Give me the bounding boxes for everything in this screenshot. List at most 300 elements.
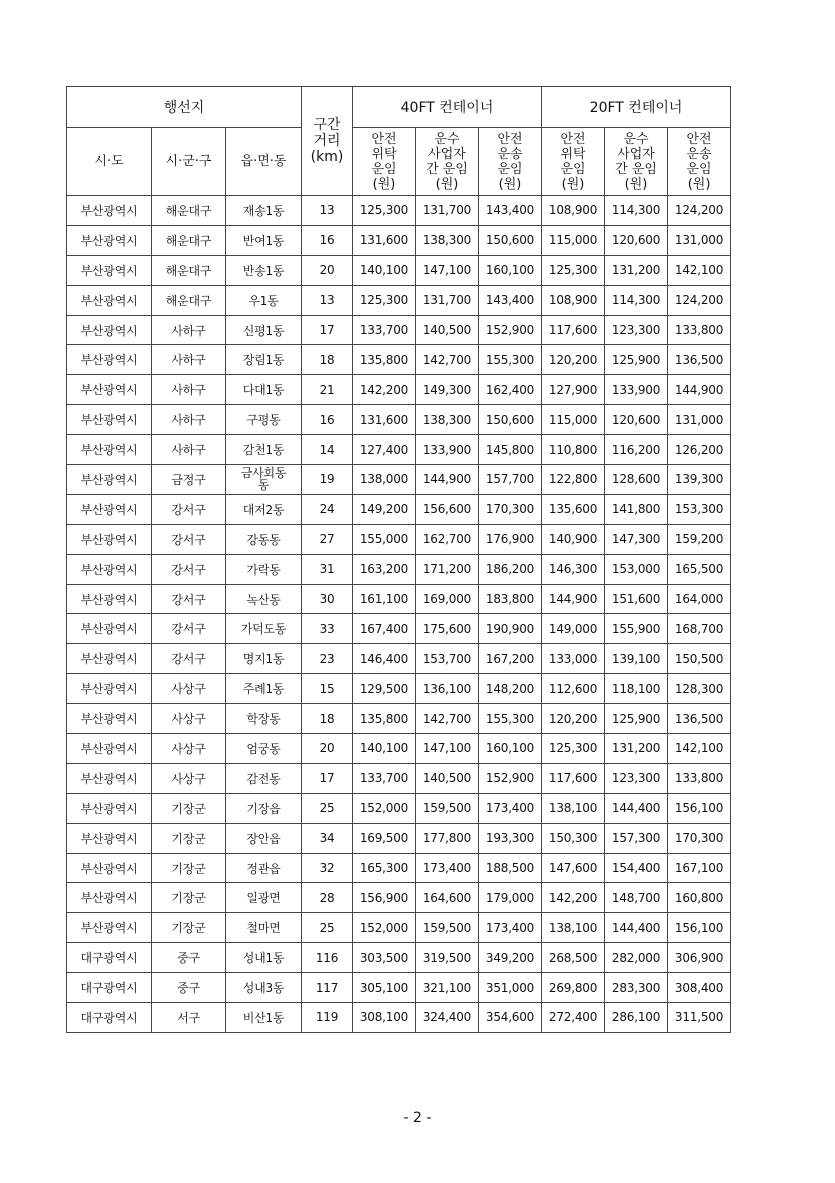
rate-40ft-transport-cell: 173,400 [479, 913, 542, 943]
dong-cell: 성내1동 [226, 943, 302, 973]
rate-40ft-transport-cell: 167,200 [479, 644, 542, 674]
rate-40ft-transport-cell: 354,600 [479, 1003, 542, 1033]
distance-cell: 17 [302, 315, 353, 345]
rate-20ft-carrier-cell: 123,300 [605, 763, 668, 793]
rate-20ft-consign-cell: 150,300 [542, 823, 605, 853]
dong-cell: 일광면 [226, 883, 302, 913]
distance-cell: 13 [302, 196, 353, 226]
header-20ft-carrier-rate: 운수 사업자 간 운임 (원) [605, 128, 668, 196]
table-row [67, 524, 731, 554]
rate-40ft-transport-cell: 183,800 [479, 584, 542, 614]
sido-cell: 부산광역시 [67, 225, 152, 255]
rate-40ft-transport-cell: 145,800 [479, 435, 542, 465]
table-row [67, 943, 731, 973]
rate-40ft-consign-cell: 131,600 [353, 225, 416, 255]
rate-40ft-consign-cell: 140,100 [353, 255, 416, 285]
rate-40ft-transport-cell: 349,200 [479, 943, 542, 973]
rate-40ft-consign-cell: 142,200 [353, 375, 416, 405]
sido-cell: 부산광역시 [67, 285, 152, 315]
table-row [67, 704, 731, 734]
sido-cell: 부산광역시 [67, 853, 152, 883]
dong-cell: 구평동 [226, 405, 302, 435]
distance-cell: 27 [302, 524, 353, 554]
rate-40ft-carrier-cell: 149,300 [416, 375, 479, 405]
dong-cell: 금사회동 동 [226, 465, 302, 495]
header-distance: 구간 거리 (km) [302, 87, 353, 196]
rate-40ft-consign-cell: 161,100 [353, 584, 416, 614]
rate-20ft-consign-cell: 144,900 [542, 584, 605, 614]
rate-20ft-carrier-cell: 114,300 [605, 285, 668, 315]
rate-40ft-transport-cell: 143,400 [479, 285, 542, 315]
rate-40ft-transport-cell: 152,900 [479, 763, 542, 793]
rate-20ft-consign-cell: 120,200 [542, 704, 605, 734]
rate-20ft-transport-cell: 308,400 [668, 973, 731, 1003]
sigungu-cell: 기장군 [152, 793, 226, 823]
rate-20ft-transport-cell: 142,100 [668, 734, 731, 764]
rate-20ft-carrier-cell: 283,300 [605, 973, 668, 1003]
dong-cell: 반송1동 [226, 255, 302, 285]
rate-20ft-carrier-cell: 144,400 [605, 913, 668, 943]
sigungu-cell: 해운대구 [152, 225, 226, 255]
rate-20ft-consign-cell: 110,800 [542, 435, 605, 465]
rate-40ft-transport-cell: 143,400 [479, 196, 542, 226]
header-40ft-transport-rate: 안전 운송 운임 (원) [479, 128, 542, 196]
rate-20ft-transport-cell: 306,900 [668, 943, 731, 973]
rate-40ft-carrier-cell: 177,800 [416, 823, 479, 853]
rate-20ft-transport-cell: 160,800 [668, 883, 731, 913]
rate-20ft-carrier-cell: 133,900 [605, 375, 668, 405]
sigungu-cell: 중구 [152, 943, 226, 973]
rate-40ft-carrier-cell: 131,700 [416, 196, 479, 226]
sido-cell: 부산광역시 [67, 524, 152, 554]
rate-20ft-transport-cell: 139,300 [668, 465, 731, 495]
rate-20ft-consign-cell: 138,100 [542, 793, 605, 823]
rate-20ft-transport-cell: 168,700 [668, 614, 731, 644]
rate-40ft-carrier-cell: 153,700 [416, 644, 479, 674]
rate-40ft-consign-cell: 169,500 [353, 823, 416, 853]
distance-cell: 25 [302, 793, 353, 823]
rate-40ft-consign-cell: 156,900 [353, 883, 416, 913]
table-row [67, 883, 731, 913]
rate-20ft-consign-cell: 149,000 [542, 614, 605, 644]
table-row [67, 196, 731, 226]
dong-cell: 성내3동 [226, 973, 302, 1003]
rate-40ft-carrier-cell: 175,600 [416, 614, 479, 644]
distance-cell: 119 [302, 1003, 353, 1033]
rate-20ft-transport-cell: 153,300 [668, 494, 731, 524]
rate-40ft-consign-cell: 133,700 [353, 315, 416, 345]
distance-cell: 19 [302, 465, 353, 495]
sigungu-cell: 강서구 [152, 494, 226, 524]
table-row [67, 614, 731, 644]
rate-40ft-consign-cell: 149,200 [353, 494, 416, 524]
sigungu-cell: 기장군 [152, 883, 226, 913]
rate-20ft-transport-cell: 136,500 [668, 345, 731, 375]
rate-40ft-consign-cell: 138,000 [353, 465, 416, 495]
sido-cell: 부산광역시 [67, 375, 152, 405]
rate-40ft-transport-cell: 150,600 [479, 405, 542, 435]
rate-40ft-transport-cell: 150,600 [479, 225, 542, 255]
rate-40ft-transport-cell: 351,000 [479, 973, 542, 1003]
sido-cell: 대구광역시 [67, 1003, 152, 1033]
sigungu-cell: 강서구 [152, 614, 226, 644]
rate-20ft-carrier-cell: 128,600 [605, 465, 668, 495]
rate-20ft-transport-cell: 170,300 [668, 823, 731, 853]
dong-cell: 기장읍 [226, 793, 302, 823]
table-row [67, 315, 731, 345]
rate-40ft-transport-cell: 173,400 [479, 793, 542, 823]
distance-cell: 18 [302, 345, 353, 375]
rate-40ft-consign-cell: 152,000 [353, 913, 416, 943]
distance-cell: 20 [302, 255, 353, 285]
sido-cell: 부산광역시 [67, 883, 152, 913]
rate-20ft-carrier-cell: 114,300 [605, 196, 668, 226]
sigungu-cell: 사하구 [152, 375, 226, 405]
dong-cell: 엄궁동 [226, 734, 302, 764]
distance-cell: 15 [302, 674, 353, 704]
dong-cell: 우1동 [226, 285, 302, 315]
table-row [67, 584, 731, 614]
table-row [67, 853, 731, 883]
table-row [67, 345, 731, 375]
table-row [67, 435, 731, 465]
rate-40ft-transport-cell: 179,000 [479, 883, 542, 913]
sigungu-cell: 사하구 [152, 345, 226, 375]
rate-40ft-consign-cell: 155,000 [353, 524, 416, 554]
rate-20ft-carrier-cell: 286,100 [605, 1003, 668, 1033]
rate-40ft-carrier-cell: 169,000 [416, 584, 479, 614]
sido-cell: 부산광역시 [67, 196, 152, 226]
rate-20ft-transport-cell: 124,200 [668, 196, 731, 226]
distance-cell: 17 [302, 763, 353, 793]
rate-20ft-transport-cell: 133,800 [668, 315, 731, 345]
rate-40ft-carrier-cell: 140,500 [416, 763, 479, 793]
rate-20ft-carrier-cell: 141,800 [605, 494, 668, 524]
rate-40ft-consign-cell: 163,200 [353, 554, 416, 584]
table-row [67, 405, 731, 435]
dong-cell: 철마면 [226, 913, 302, 943]
sigungu-cell: 사하구 [152, 435, 226, 465]
sigungu-cell: 사상구 [152, 704, 226, 734]
sigungu-cell: 서구 [152, 1003, 226, 1033]
distance-cell: 34 [302, 823, 353, 853]
distance-cell: 23 [302, 644, 353, 674]
table-row [67, 734, 731, 764]
rate-40ft-transport-cell: 176,900 [479, 524, 542, 554]
sido-cell: 부산광역시 [67, 584, 152, 614]
table-row [67, 793, 731, 823]
header-20ft-consign-rate: 안전 위탁 운임 (원) [542, 128, 605, 196]
distance-cell: 13 [302, 285, 353, 315]
distance-cell: 18 [302, 704, 353, 734]
header-20ft-transport-rate: 안전 운송 운임 (원) [668, 128, 731, 196]
dong-cell: 장안읍 [226, 823, 302, 853]
sido-cell: 부산광역시 [67, 823, 152, 853]
header-40ft: 40FT 컨테이너 [353, 87, 542, 128]
rate-40ft-consign-cell: 127,400 [353, 435, 416, 465]
rate-20ft-transport-cell: 136,500 [668, 704, 731, 734]
distance-cell: 16 [302, 405, 353, 435]
rate-40ft-consign-cell: 303,500 [353, 943, 416, 973]
distance-cell: 25 [302, 913, 353, 943]
rate-40ft-carrier-cell: 171,200 [416, 554, 479, 584]
rate-20ft-carrier-cell: 147,300 [605, 524, 668, 554]
rate-40ft-carrier-cell: 159,500 [416, 913, 479, 943]
table-body [67, 196, 731, 1033]
sido-cell: 부산광역시 [67, 315, 152, 345]
rate-40ft-transport-cell: 193,300 [479, 823, 542, 853]
rate-20ft-carrier-cell: 151,600 [605, 584, 668, 614]
rate-20ft-transport-cell: 144,900 [668, 375, 731, 405]
rate-20ft-consign-cell: 112,600 [542, 674, 605, 704]
table-row [67, 375, 731, 405]
sido-cell: 부산광역시 [67, 435, 152, 465]
rate-40ft-transport-cell: 170,300 [479, 494, 542, 524]
sido-cell: 부산광역시 [67, 554, 152, 584]
rate-20ft-consign-cell: 108,900 [542, 196, 605, 226]
rate-40ft-carrier-cell: 140,500 [416, 315, 479, 345]
header-40ft-consign-rate: 안전 위탁 운임 (원) [353, 128, 416, 196]
rate-20ft-consign-cell: 115,000 [542, 405, 605, 435]
rate-40ft-consign-cell: 140,100 [353, 734, 416, 764]
sido-cell: 대구광역시 [67, 973, 152, 1003]
rate-40ft-transport-cell: 148,200 [479, 674, 542, 704]
distance-cell: 20 [302, 734, 353, 764]
dong-cell: 학장동 [226, 704, 302, 734]
rate-40ft-carrier-cell: 138,300 [416, 405, 479, 435]
rate-40ft-carrier-cell: 162,700 [416, 524, 479, 554]
table-row [67, 913, 731, 943]
rate-20ft-consign-cell: 142,200 [542, 883, 605, 913]
rate-40ft-carrier-cell: 164,600 [416, 883, 479, 913]
dong-cell: 다대1동 [226, 375, 302, 405]
sigungu-cell: 사하구 [152, 405, 226, 435]
rate-40ft-carrier-cell: 147,100 [416, 734, 479, 764]
dong-cell: 신평1동 [226, 315, 302, 345]
sigungu-cell: 강서구 [152, 554, 226, 584]
rate-20ft-carrier-cell: 120,600 [605, 405, 668, 435]
sido-cell: 부산광역시 [67, 614, 152, 644]
table-row [67, 255, 731, 285]
sido-cell: 부산광역시 [67, 674, 152, 704]
rate-20ft-transport-cell: 126,200 [668, 435, 731, 465]
dong-cell: 감천1동 [226, 435, 302, 465]
distance-cell: 28 [302, 883, 353, 913]
rate-20ft-transport-cell: 128,300 [668, 674, 731, 704]
rate-40ft-consign-cell: 131,600 [353, 405, 416, 435]
rate-20ft-consign-cell: 135,600 [542, 494, 605, 524]
rate-40ft-transport-cell: 160,100 [479, 734, 542, 764]
rate-40ft-consign-cell: 125,300 [353, 285, 416, 315]
rate-20ft-transport-cell: 142,100 [668, 255, 731, 285]
rate-20ft-transport-cell: 167,100 [668, 853, 731, 883]
rate-20ft-carrier-cell: 282,000 [605, 943, 668, 973]
rate-20ft-carrier-cell: 153,000 [605, 554, 668, 584]
rate-20ft-carrier-cell: 131,200 [605, 255, 668, 285]
rate-40ft-consign-cell: 135,800 [353, 345, 416, 375]
sigungu-cell: 해운대구 [152, 196, 226, 226]
table-row [67, 285, 731, 315]
sigungu-cell: 사상구 [152, 674, 226, 704]
rate-20ft-transport-cell: 131,000 [668, 225, 731, 255]
sigungu-cell: 중구 [152, 973, 226, 1003]
rate-20ft-carrier-cell: 125,900 [605, 704, 668, 734]
rate-20ft-consign-cell: 133,000 [542, 644, 605, 674]
distance-cell: 117 [302, 973, 353, 1003]
rate-20ft-transport-cell: 311,500 [668, 1003, 731, 1033]
rate-40ft-transport-cell: 155,300 [479, 704, 542, 734]
distance-cell: 21 [302, 375, 353, 405]
header-eupmyeondong: 읍·면·동 [226, 128, 302, 196]
rate-20ft-carrier-cell: 154,400 [605, 853, 668, 883]
sigungu-cell: 사상구 [152, 763, 226, 793]
rate-20ft-transport-cell: 159,200 [668, 524, 731, 554]
sigungu-cell: 해운대구 [152, 285, 226, 315]
sigungu-cell: 사상구 [152, 734, 226, 764]
dong-cell: 녹산동 [226, 584, 302, 614]
rate-20ft-carrier-cell: 118,100 [605, 674, 668, 704]
header-sido: 시·도 [67, 128, 152, 196]
dong-cell: 가덕도동 [226, 614, 302, 644]
table-row [67, 644, 731, 674]
rate-40ft-carrier-cell: 173,400 [416, 853, 479, 883]
rate-20ft-consign-cell: 108,900 [542, 285, 605, 315]
rate-20ft-carrier-cell: 131,200 [605, 734, 668, 764]
rate-40ft-carrier-cell: 324,400 [416, 1003, 479, 1033]
rate-20ft-carrier-cell: 116,200 [605, 435, 668, 465]
rate-20ft-carrier-cell: 148,700 [605, 883, 668, 913]
rate-40ft-consign-cell: 167,400 [353, 614, 416, 644]
sigungu-cell: 기장군 [152, 823, 226, 853]
rate-20ft-transport-cell: 133,800 [668, 763, 731, 793]
rate-20ft-transport-cell: 156,100 [668, 793, 731, 823]
rate-40ft-transport-cell: 157,700 [479, 465, 542, 495]
rate-20ft-transport-cell: 156,100 [668, 913, 731, 943]
table-row [67, 1003, 731, 1033]
rate-20ft-consign-cell: 269,800 [542, 973, 605, 1003]
rate-40ft-carrier-cell: 136,100 [416, 674, 479, 704]
rate-40ft-carrier-cell: 159,500 [416, 793, 479, 823]
rate-40ft-transport-cell: 160,100 [479, 255, 542, 285]
table-row [67, 674, 731, 704]
sido-cell: 부산광역시 [67, 913, 152, 943]
rate-20ft-consign-cell: 115,000 [542, 225, 605, 255]
dong-cell: 주례1동 [226, 674, 302, 704]
rate-40ft-carrier-cell: 144,900 [416, 465, 479, 495]
sido-cell: 부산광역시 [67, 734, 152, 764]
table-row [67, 763, 731, 793]
rate-20ft-consign-cell: 122,800 [542, 465, 605, 495]
sigungu-cell: 금정구 [152, 465, 226, 495]
rate-40ft-consign-cell: 308,100 [353, 1003, 416, 1033]
distance-cell: 31 [302, 554, 353, 584]
rate-20ft-carrier-cell: 157,300 [605, 823, 668, 853]
rate-20ft-carrier-cell: 139,100 [605, 644, 668, 674]
rate-20ft-carrier-cell: 155,900 [605, 614, 668, 644]
rate-40ft-consign-cell: 165,300 [353, 853, 416, 883]
rate-20ft-consign-cell: 125,300 [542, 255, 605, 285]
rate-40ft-carrier-cell: 142,700 [416, 345, 479, 375]
dong-cell: 강동동 [226, 524, 302, 554]
rate-40ft-consign-cell: 305,100 [353, 973, 416, 1003]
dong-cell: 정관읍 [226, 853, 302, 883]
rate-40ft-consign-cell: 129,500 [353, 674, 416, 704]
freight-rate-table [66, 86, 731, 1033]
rate-20ft-consign-cell: 138,100 [542, 913, 605, 943]
sido-cell: 대구광역시 [67, 943, 152, 973]
rate-20ft-transport-cell: 150,500 [668, 644, 731, 674]
sido-cell: 부산광역시 [67, 405, 152, 435]
rate-20ft-transport-cell: 131,000 [668, 405, 731, 435]
rate-40ft-carrier-cell: 319,500 [416, 943, 479, 973]
rate-20ft-transport-cell: 164,000 [668, 584, 731, 614]
dong-cell: 재송1동 [226, 196, 302, 226]
rate-20ft-consign-cell: 272,400 [542, 1003, 605, 1033]
rate-20ft-consign-cell: 147,600 [542, 853, 605, 883]
header-20ft: 20FT 컨테이너 [542, 87, 731, 128]
table-row [67, 465, 731, 495]
rate-40ft-transport-cell: 186,200 [479, 554, 542, 584]
sigungu-cell: 기장군 [152, 913, 226, 943]
rate-20ft-carrier-cell: 123,300 [605, 315, 668, 345]
distance-cell: 32 [302, 853, 353, 883]
sido-cell: 부산광역시 [67, 255, 152, 285]
distance-cell: 30 [302, 584, 353, 614]
rate-40ft-transport-cell: 162,400 [479, 375, 542, 405]
rate-40ft-carrier-cell: 321,100 [416, 973, 479, 1003]
rate-40ft-consign-cell: 133,700 [353, 763, 416, 793]
sigungu-cell: 사하구 [152, 315, 226, 345]
table-row [67, 225, 731, 255]
rate-20ft-carrier-cell: 144,400 [605, 793, 668, 823]
dong-cell: 감전동 [226, 763, 302, 793]
distance-cell: 33 [302, 614, 353, 644]
table-row [67, 554, 731, 584]
rate-40ft-carrier-cell: 147,100 [416, 255, 479, 285]
sigungu-cell: 강서구 [152, 584, 226, 614]
sigungu-cell: 기장군 [152, 853, 226, 883]
table-row [67, 494, 731, 524]
header-destination: 행선지 [67, 87, 302, 128]
sigungu-cell: 강서구 [152, 644, 226, 674]
header-40ft-carrier-rate: 운수 사업자 간 운임 (원) [416, 128, 479, 196]
rate-40ft-carrier-cell: 142,700 [416, 704, 479, 734]
sido-cell: 부산광역시 [67, 704, 152, 734]
rate-40ft-consign-cell: 125,300 [353, 196, 416, 226]
rate-20ft-consign-cell: 117,600 [542, 315, 605, 345]
dong-cell: 명지1동 [226, 644, 302, 674]
page-number: - 2 - [403, 1110, 432, 1126]
sido-cell: 부산광역시 [67, 644, 152, 674]
distance-cell: 116 [302, 943, 353, 973]
rate-40ft-consign-cell: 152,000 [353, 793, 416, 823]
distance-cell: 16 [302, 225, 353, 255]
rate-20ft-consign-cell: 140,900 [542, 524, 605, 554]
rate-20ft-carrier-cell: 120,600 [605, 225, 668, 255]
header-sigungu: 시·군·구 [152, 128, 226, 196]
rate-40ft-carrier-cell: 156,600 [416, 494, 479, 524]
sigungu-cell: 해운대구 [152, 255, 226, 285]
rate-40ft-consign-cell: 135,800 [353, 704, 416, 734]
sido-cell: 부산광역시 [67, 345, 152, 375]
distance-cell: 14 [302, 435, 353, 465]
rate-20ft-transport-cell: 165,500 [668, 554, 731, 584]
sido-cell: 부산광역시 [67, 793, 152, 823]
dong-cell: 대저2동 [226, 494, 302, 524]
rate-20ft-consign-cell: 120,200 [542, 345, 605, 375]
rate-20ft-consign-cell: 127,900 [542, 375, 605, 405]
rate-40ft-consign-cell: 146,400 [353, 644, 416, 674]
